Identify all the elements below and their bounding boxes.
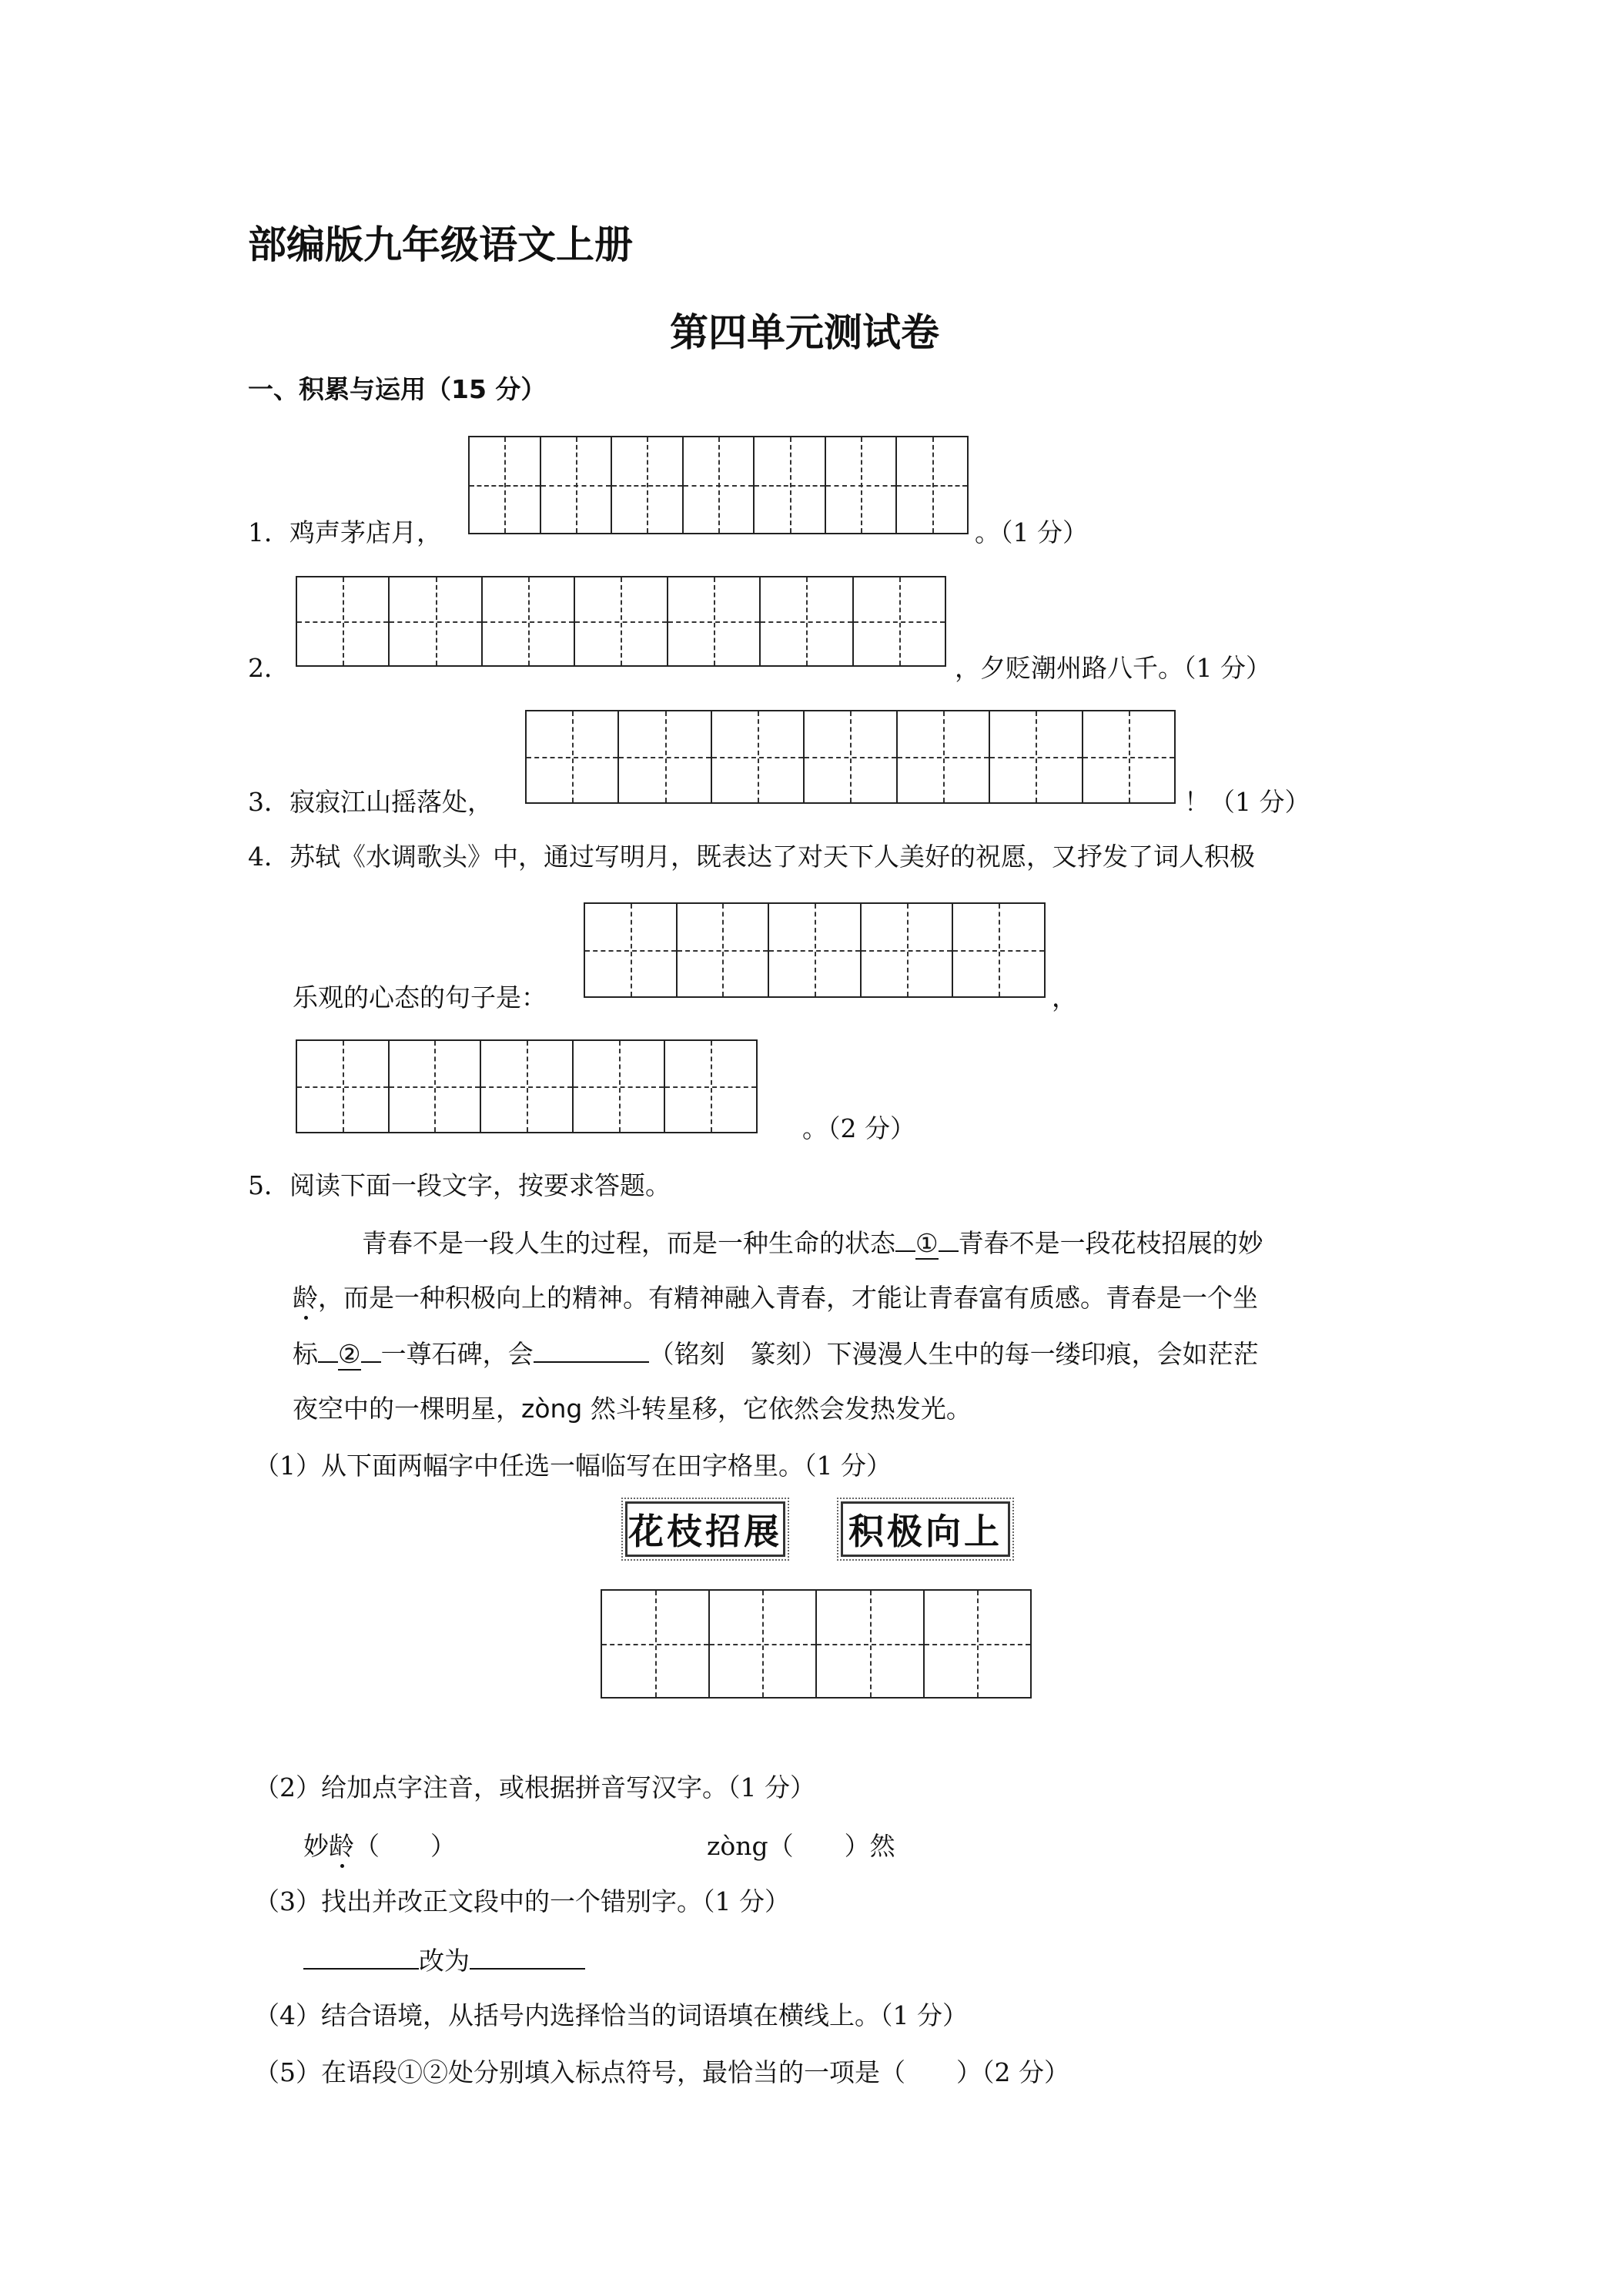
tianzige-cell[interactable] [667,577,759,665]
tianzige-cell[interactable] [540,437,611,533]
hanzi-answer-box[interactable]: （ ）然 [768,1831,895,1861]
tianzige-cell[interactable] [768,904,860,996]
tianzige-cell[interactable] [676,904,768,996]
sub5-text: （5）在语段①②处分别填入标点符号，最恰当的一项是（ ）（2 分） [254,2057,1069,2087]
tianzige-cell[interactable] [388,1041,480,1132]
q3-text [248,787,493,818]
q3-writing-grid[interactable] [525,710,1176,804]
tianzige-cell[interactable] [617,711,710,802]
tianzige-cell[interactable] [481,577,574,665]
sub4-text: （4）结合语境，从括号内选择恰当的词语填在横线上。（1 分） [254,2000,968,2030]
passage-line-3 [293,1338,1259,1370]
sub1-writing-grid[interactable] [601,1589,1032,1699]
tianzige-cell[interactable] [527,711,617,802]
blank-mark-2: ② [338,1339,361,1369]
tianzige-cell[interactable] [989,711,1081,802]
tianzige-cell[interactable] [574,577,666,665]
tianzige-cell[interactable] [759,577,852,665]
tianzige-cell[interactable] [803,711,895,802]
q1-number: 1． [248,517,289,547]
tianzige-cell[interactable] [682,437,754,533]
tianzige-cell[interactable] [585,904,676,996]
tianzige-cell[interactable] [895,437,967,533]
tianzige-cell[interactable] [815,1591,923,1697]
section-heading: 一、积累与运用（15 分） [248,374,547,404]
q4-line2-prefix: 乐观的心态的句子是： [293,982,547,1012]
tianzige-cell[interactable] [572,1041,664,1132]
book-title: 部编版九年级语文上册 [248,223,633,267]
sub2-item2 [707,1831,895,1862]
q4-number: 4． [248,842,289,872]
q4-writing-grid-2[interactable] [296,1039,758,1133]
tianzige-cell[interactable] [753,437,825,533]
tianzige-cell[interactable] [708,1591,816,1697]
q4-writing-grid-1[interactable] [584,902,1046,998]
tianzige-cell[interactable] [297,577,388,665]
q1-prefix: 鸡声茅店月， [289,517,442,547]
wrong-char-blank[interactable] [303,1945,419,1970]
dotted-char-ling: 龄 [293,1283,318,1313]
q1-text [248,517,442,548]
tianzige-cell[interactable] [664,1041,756,1132]
q3-prefix: 寂寂江山摇落处， [289,787,493,817]
change-to-label: 改为 [419,1946,470,1976]
q4-line3-suffix: 。（2 分） [802,1113,915,1143]
q5-instruction-text: 阅读下面一段文字，按要求答题。 [289,1170,671,1200]
q2-writing-grid[interactable] [296,576,946,667]
tianzige-cell[interactable] [470,437,540,533]
sub1-text: （1）从下面两幅字中任选一幅临写在田字格里。（1 分） [254,1451,892,1481]
tianzige-cell[interactable] [852,577,945,665]
dotted-char-ling: 龄 [329,1831,354,1861]
passage-text: 一尊石碑，会 [380,1339,534,1369]
tianzige-cell[interactable] [860,904,952,996]
q3-suffix: ！（1 分） [1184,787,1310,817]
tianzige-cell[interactable] [388,577,480,665]
fill-blank-mingke[interactable] [534,1338,649,1363]
tianzige-cell[interactable] [952,904,1044,996]
sub2-item1 [303,1831,456,1862]
sub3-text: （3）找出并改正文段中的一个错别字。（1 分） [254,1886,790,1916]
passage-text: ，而是一种积极向上的精神。有精神融入青春，才能让青春富有质感。青春是一个坐 [318,1283,1258,1313]
q4-line2-suffix: ， [1052,982,1077,1012]
pinyin-zong: zòng [707,1831,768,1861]
calligraphy-sample-2: 积极向上 [841,1501,1010,1557]
tianzige-cell[interactable] [825,437,896,533]
q1-suffix: 。（1 分） [975,517,1088,547]
tianzige-cell[interactable] [711,711,803,802]
q4-line1 [248,842,1255,872]
passage-text: 青春不是一段花枝招展的妙 [958,1228,1263,1258]
calligraphy-sample-1: 花枝招展 [625,1501,785,1557]
tianzige-cell[interactable] [896,711,989,802]
passage-line-2 [293,1283,1258,1314]
tianzige-cell[interactable] [297,1041,388,1132]
tianzige-cell[interactable] [602,1591,708,1697]
blank-mark-1: ① [915,1228,939,1258]
q3-number: 3． [248,787,289,817]
passage-text: （铭刻 篆刻）下漫漫人生中的每一缕印痕，会如茫茫 [648,1339,1259,1369]
tianzige-cell[interactable] [1082,711,1174,802]
test-title: 第四单元测试卷 [670,310,939,355]
tianzige-cell[interactable] [611,437,682,533]
sub3-answer-line [303,1945,585,1976]
tianzige-cell[interactable] [480,1041,572,1132]
char-miao: 妙 [303,1831,329,1861]
q1-writing-grid[interactable] [468,436,969,534]
sub2-text: （2）给加点字注音，或根据拼音写汉字。（1 分） [254,1772,815,1802]
passage-text: 标 [293,1339,318,1369]
passage-text: 青春不是一段人生的过程，而是一种生命的状态 [362,1228,895,1258]
pinyin-answer-box[interactable]: （ ） [354,1831,456,1861]
q4-text: 苏轼《水调歌头》中，通过写明月，既表达了对天下人美好的祝愿，又抒发了词人积极 [289,842,1255,872]
passage-line-1 [362,1227,1263,1259]
q2-number: 2． [248,653,289,683]
passage-line-4: 夜空中的一棵明星，zòng 然斗转星移，它依然会发热发光。 [293,1394,972,1424]
correct-char-blank[interactable] [470,1945,585,1970]
q5-instruction [248,1170,671,1201]
tianzige-cell[interactable] [923,1591,1031,1697]
q5-number: 5． [248,1170,289,1200]
q2-suffix: ，夕贬潮州路八千。（1 分） [955,653,1271,683]
